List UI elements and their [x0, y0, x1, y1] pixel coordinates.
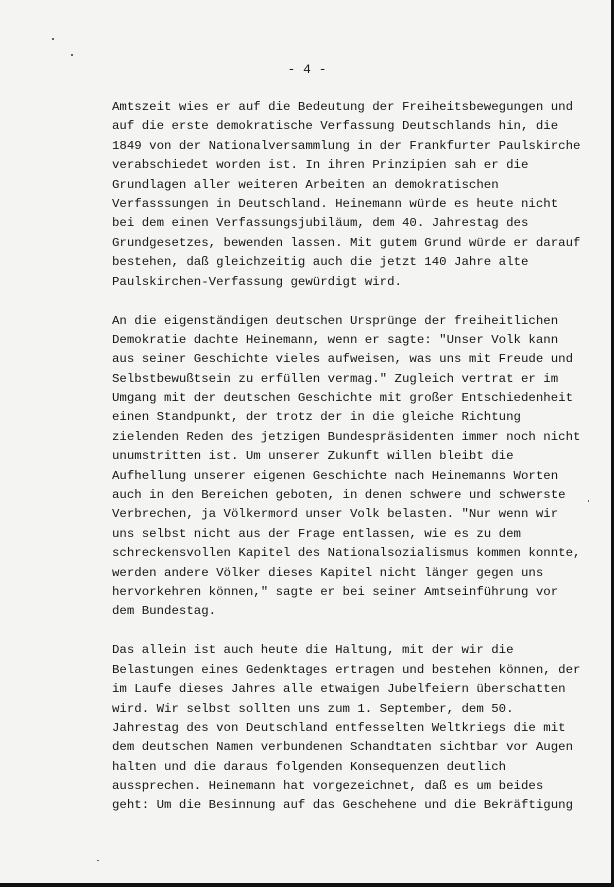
text-line: einen Standpunkt, der trotz der in die gleiche Richtung: [112, 410, 521, 425]
text-line: im Laufe dieses Jahres alle etwaigen Jubelfeiern überschatten: [112, 682, 566, 697]
text-line: aussprechen. Heinemann hat vorgezeichnet, daß es um beides: [112, 779, 544, 794]
text-line: zielenden Reden des jetzigen Bundespräsidenten immer noch nicht: [112, 429, 581, 444]
paragraph-gap: [112, 622, 572, 642]
text-line: auch in den Bereichen geboten, in denen schwere und schwerste: [112, 488, 566, 503]
scan-speck: [588, 500, 589, 502]
text-line: Aufhellung unserer eigenen Geschichte nach Heinemanns Worten: [112, 468, 559, 483]
text-line: Umgang mit der deutschen Geschichte mit großer Entschiedenheit: [112, 391, 574, 406]
text-line: unumstritten ist. Um unserer Zukunft willen bleibt die: [112, 449, 514, 464]
text-line: bei dem einen Verfassungsjubiläum, dem 40. Jahrestag des: [112, 216, 529, 231]
text-line: Verfasssungen in Deutschland. Heinemann würde es heute nicht: [112, 196, 559, 211]
text-line: bestehen, daß gleichzeitig auch die jetzt 140 Jahre alte: [112, 255, 529, 270]
text-line: werden andere Völker dieses Kapitel nicht länger gegen uns: [112, 565, 544, 580]
text-line: Grundgesetzes, bewenden lassen. Mit gutem Grund würde er darauf: [112, 235, 581, 250]
text-line: 1849 von der Nationalversammlung in der Frankfurter Paulskirche: [112, 138, 581, 153]
body-text: [112, 98, 581, 816]
text-line: An die eigenständigen deutschen Ursprünge der freiheitlichen: [112, 313, 559, 328]
paragraph: [112, 312, 581, 622]
text-line: dem deutschen Namen verbundenen Schandtaten sichtbar vor Augen: [112, 740, 574, 755]
scan-speck: [97, 860, 99, 861]
paragraph-gap: [112, 292, 572, 312]
text-line: uns selbst nicht aus der Frage entlassen, wie es zu dem: [112, 526, 521, 541]
text-line: auf die erste demokratische Verfassung Deutschlands hin, die: [112, 119, 559, 134]
text-line: Jahrestag des von Deutschland entfesselten Weltkriegs die mit: [112, 720, 566, 735]
text-line: Paulskirchen-Verfassung gewürdigt wird.: [112, 274, 402, 289]
text-line: halten und die daraus folgenden Konsequenzen deutlich: [112, 759, 507, 774]
text-line: dem Bundestag.: [112, 604, 217, 619]
text-line: schreckensvollen Kapitel des Nationalsozialismus kommen konnte,: [112, 546, 581, 561]
paragraph: [112, 98, 581, 292]
text-line: Amtszeit wies er auf die Bedeutung der Freiheitsbewegungen und: [112, 100, 574, 114]
text-line: aus seiner Geschichte vieles aufweisen, was uns mit Freude und: [112, 352, 574, 367]
paragraph: [112, 641, 581, 816]
text-line: Demokratie dachte Heinemann, wenn er sagte: "Unser Volk kann: [112, 332, 559, 347]
scan-speck: [71, 54, 73, 56]
text-line: verabschiedet worden ist. In ihren Prinzipien sah er die: [112, 158, 529, 173]
text-line: Verbrechen, ja Völkermord unser Volk belasten. "Nur wenn wir: [112, 507, 559, 522]
text-line: Grundlagen aller weiteren Arbeiten an demokratischen: [112, 177, 499, 192]
text-line: wird. Wir selbst sollten uns zum 1. September, dem 50.: [112, 701, 514, 716]
page-number: - 4 -: [287, 62, 327, 77]
text-line: hervorkehren können," sagte er bei seiner Amtseinführung vor: [112, 584, 559, 599]
text-line: Das allein ist auch heute die Haltung, mit der wir die: [112, 643, 514, 658]
scan-speck: [52, 38, 54, 40]
text-line: Selbstbewußtsein zu erfüllen vermag." Zugleich vertrat er im: [112, 371, 559, 386]
text-line: geht: Um die Besinnung auf das Geschehene und die Bekräftigung: [112, 798, 574, 813]
text-line: Belastungen eines Gedenktages ertragen und bestehen können, der: [112, 662, 581, 677]
